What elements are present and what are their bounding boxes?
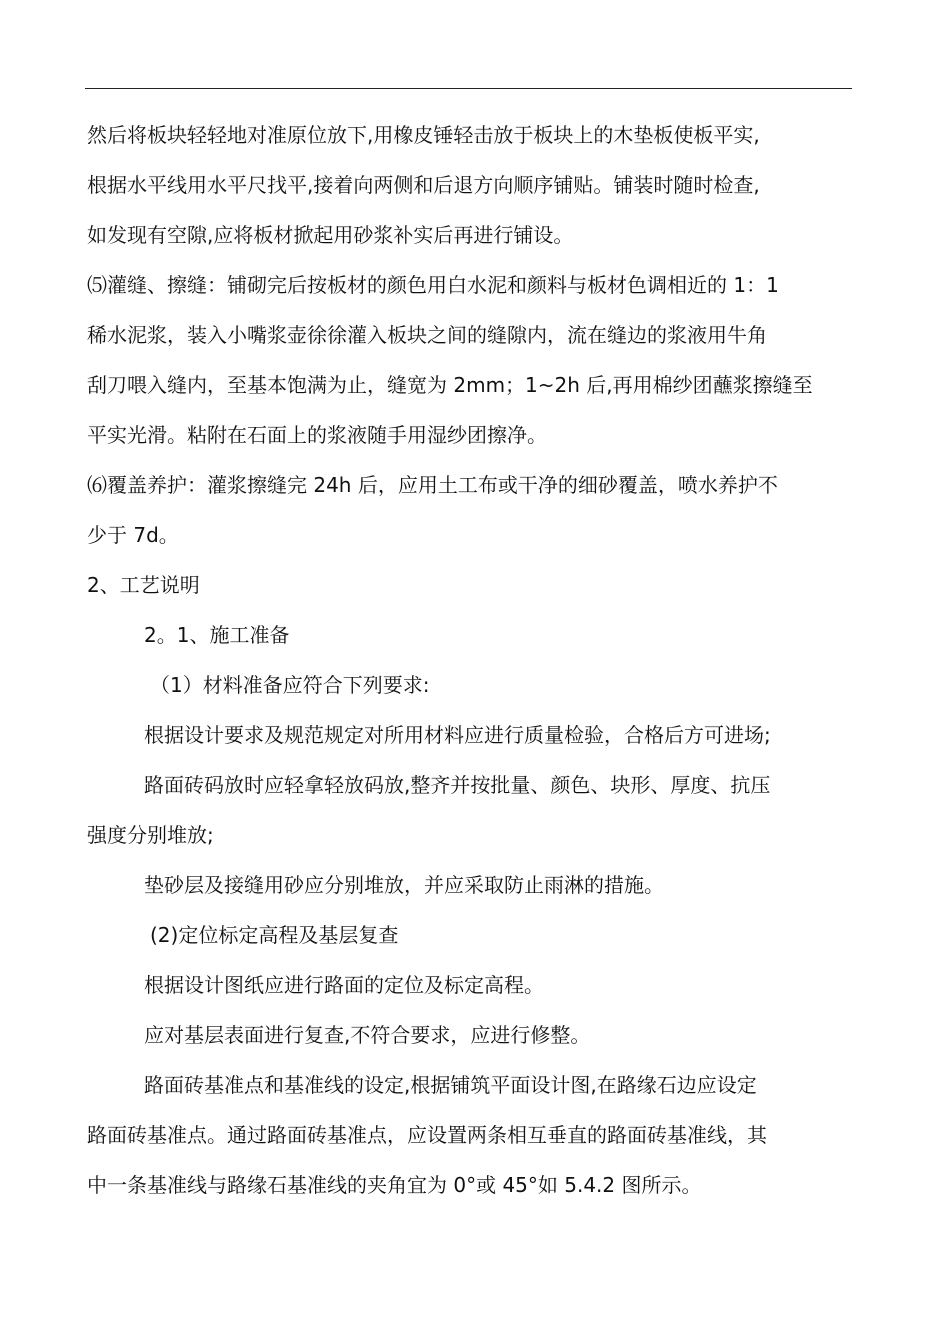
text-line: ⑸灌缝、擦缝：铺砌完后按板材的颜色用白水泥和颜料与板材色调相近的 1：1 xyxy=(87,273,779,297)
text-line: 稀水泥浆，装入小嘴浆壶徐徐灌入板块之间的缝隙内，流在缝边的浆液用牛角 xyxy=(87,323,767,347)
document-body xyxy=(87,110,852,1210)
text-line: 根据设计要求及规范规定对所用材料应进行质量检验，合格后方可进场; xyxy=(144,723,771,747)
item-heading: (2)定位标定高程及基层复查 xyxy=(150,923,399,947)
text-line: 刮刀喂入缝内，至基本饱满为止，缝宽为 2mm；1~2h 后,再用棉纱团蘸浆擦缝至 xyxy=(87,373,813,397)
text-line: 根据水平线用水平尺找平,接着向两侧和后退方向顺序铺贴。铺装时随时检查, xyxy=(87,173,760,197)
text-line: 然后将板块轻轻地对准原位放下,用橡皮锤轻击放于板块上的木垫板使板平实, xyxy=(87,123,760,147)
text-line: 平实光滑。粘附在石面上的浆液随手用湿纱团擦净。 xyxy=(87,423,547,447)
text-line: 路面砖基准点。通过路面砖基准点，应设置两条相互垂直的路面砖基准线，其 xyxy=(87,1123,767,1147)
text-line: ⑹覆盖养护：灌浆擦缝完 24h 后，应用土工布或干净的细砂覆盖，喷水养护不 xyxy=(87,473,778,497)
text-line: 路面砖码放时应轻拿轻放码放,整齐并按批量、颜色、块形、厚度、抗压 xyxy=(144,773,771,797)
item-heading: （1）材料准备应符合下列要求: xyxy=(150,673,430,697)
text-line: 中一条基准线与路缘石基准线的夹角宜为 0°或 45°如 5.4.2 图所示。 xyxy=(87,1173,702,1197)
text-line: 根据设计图纸应进行路面的定位及标定高程。 xyxy=(144,973,544,997)
section-heading: 2、工艺说明 xyxy=(87,573,200,597)
text-line: 如发现有空隙,应将板材掀起用砂浆补实后再进行铺设。 xyxy=(87,223,574,247)
text-line: 垫砂层及接缝用砂应分别堆放，并应采取防止雨淋的措施。 xyxy=(144,873,664,897)
subsection-heading: 2。1、施工准备 xyxy=(144,623,290,647)
text-line: 路面砖基准点和基准线的设定,根据铺筑平面设计图,在路缘石边应设定 xyxy=(144,1073,757,1097)
header-rule xyxy=(85,88,852,89)
text-line: 强度分别堆放; xyxy=(87,823,214,847)
text-line: 少于 7d。 xyxy=(87,523,179,547)
text-line: 应对基层表面进行复查,不符合要求，应进行修整。 xyxy=(144,1023,591,1047)
